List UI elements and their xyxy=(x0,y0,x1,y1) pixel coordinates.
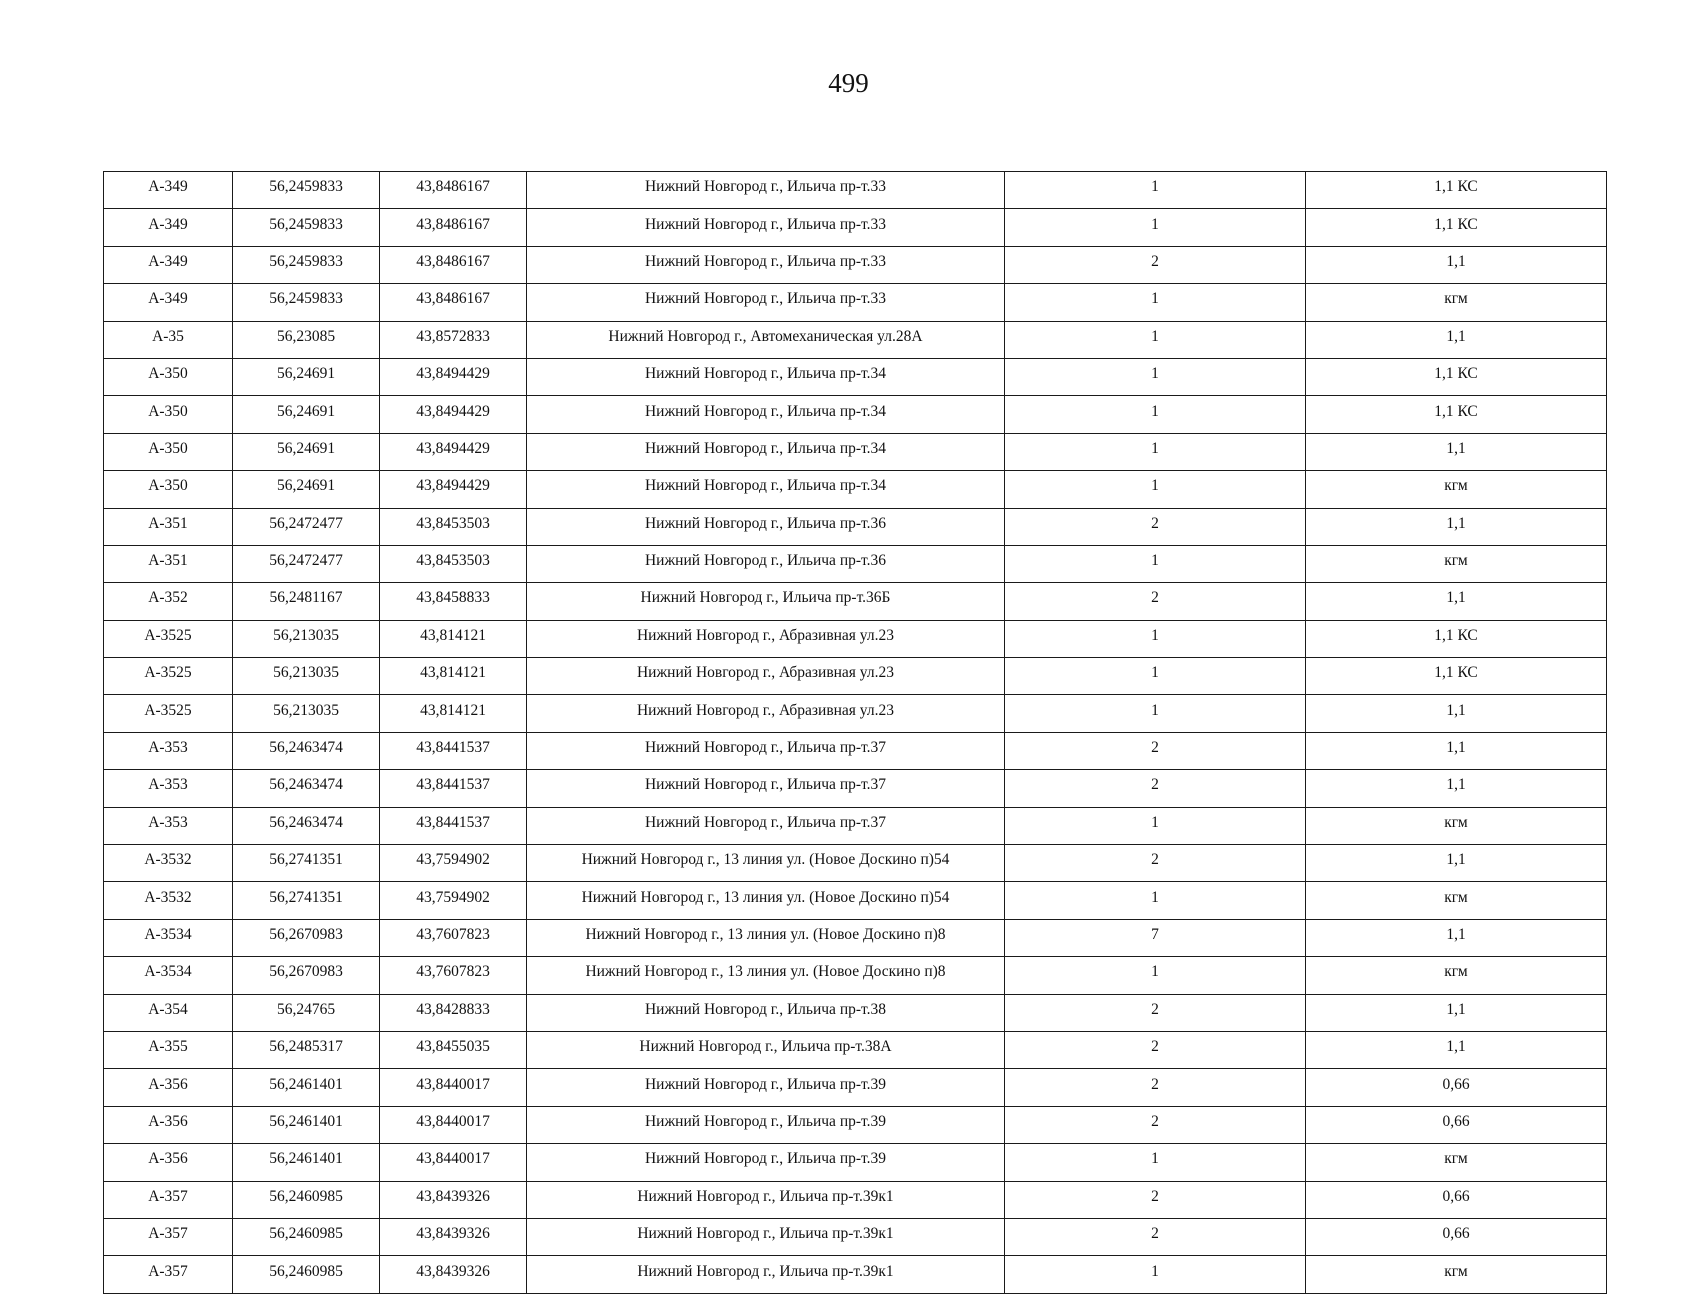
table-row xyxy=(104,508,1607,545)
table-row xyxy=(104,209,1607,246)
table-row xyxy=(104,1031,1607,1068)
cell-type: кгм xyxy=(1306,807,1607,844)
cell-type: 1,1 КС xyxy=(1306,172,1607,209)
cell-latitude: 56,24691 xyxy=(233,471,380,508)
cell-address: Нижний Новгород г., Ильича пр-т.39 xyxy=(527,1106,1005,1143)
cell-quantity: 1 xyxy=(1005,172,1306,209)
cell-quantity: 1 xyxy=(1005,882,1306,919)
cell-type: 0,66 xyxy=(1306,1181,1607,1218)
cell-latitude: 56,2741351 xyxy=(233,845,380,882)
cell-id: А-3525 xyxy=(104,620,233,657)
cell-longitude: 43,8440017 xyxy=(380,1069,527,1106)
cell-type: 1,1 КС xyxy=(1306,658,1607,695)
cell-address: Нижний Новгород г., Автомеханическая ул.28А xyxy=(527,321,1005,358)
cell-address: Нижний Новгород г., Ильича пр-т.33 xyxy=(527,172,1005,209)
cell-quantity: 2 xyxy=(1005,246,1306,283)
cell-type: кгм xyxy=(1306,957,1607,994)
table-row xyxy=(104,1218,1607,1255)
cell-latitude: 56,2472477 xyxy=(233,508,380,545)
cell-quantity: 2 xyxy=(1005,508,1306,545)
page-number: 499 xyxy=(828,68,869,98)
table-row xyxy=(104,284,1607,321)
cell-latitude: 56,2463474 xyxy=(233,770,380,807)
cell-longitude: 43,7594902 xyxy=(380,845,527,882)
table-row xyxy=(104,471,1607,508)
cell-longitude: 43,8486167 xyxy=(380,172,527,209)
cell-address: Нижний Новгород г., 13 линия ул. (Новое Доскино п)54 xyxy=(527,845,1005,882)
cell-type: 1,1 xyxy=(1306,246,1607,283)
cell-id: А-3532 xyxy=(104,882,233,919)
cell-address: Нижний Новгород г., Ильича пр-т.38А xyxy=(527,1031,1005,1068)
cell-latitude: 56,2463474 xyxy=(233,732,380,769)
cell-address: Нижний Новгород г., Ильича пр-т.37 xyxy=(527,732,1005,769)
table-row xyxy=(104,732,1607,769)
cell-address: Нижний Новгород г., Абразивная ул.23 xyxy=(527,620,1005,657)
data-table xyxy=(103,171,1607,1294)
table-row xyxy=(104,1106,1607,1143)
cell-address: Нижний Новгород г., Абразивная ул.23 xyxy=(527,658,1005,695)
cell-quantity: 1 xyxy=(1005,284,1306,321)
cell-longitude: 43,8494429 xyxy=(380,358,527,395)
table-row xyxy=(104,994,1607,1031)
cell-longitude: 43,8453503 xyxy=(380,545,527,582)
cell-longitude: 43,8486167 xyxy=(380,284,527,321)
cell-address: Нижний Новгород г., Ильича пр-т.39к1 xyxy=(527,1181,1005,1218)
cell-longitude: 43,8441537 xyxy=(380,770,527,807)
cell-type: 1,1 xyxy=(1306,845,1607,882)
cell-latitude: 56,2460985 xyxy=(233,1256,380,1293)
cell-id: А-35 xyxy=(104,321,233,358)
cell-latitude: 56,213035 xyxy=(233,658,380,695)
table-row xyxy=(104,957,1607,994)
cell-id: А-3534 xyxy=(104,919,233,956)
cell-quantity: 7 xyxy=(1005,919,1306,956)
cell-longitude: 43,7594902 xyxy=(380,882,527,919)
cell-longitude: 43,8486167 xyxy=(380,246,527,283)
cell-longitude: 43,8441537 xyxy=(380,732,527,769)
cell-type: кгм xyxy=(1306,1256,1607,1293)
table-row xyxy=(104,321,1607,358)
cell-address: Нижний Новгород г., Ильича пр-т.39 xyxy=(527,1144,1005,1181)
cell-type: 1,1 xyxy=(1306,695,1607,732)
table-row xyxy=(104,1069,1607,1106)
cell-quantity: 1 xyxy=(1005,209,1306,246)
cell-address: Нижний Новгород г., Ильича пр-т.38 xyxy=(527,994,1005,1031)
cell-latitude: 56,2741351 xyxy=(233,882,380,919)
cell-latitude: 56,23085 xyxy=(233,321,380,358)
table-row xyxy=(104,172,1607,209)
cell-longitude: 43,8494429 xyxy=(380,433,527,470)
cell-longitude: 43,8428833 xyxy=(380,994,527,1031)
cell-id: А-351 xyxy=(104,508,233,545)
cell-quantity: 1 xyxy=(1005,396,1306,433)
cell-address: Нижний Новгород г., Ильича пр-т.33 xyxy=(527,246,1005,283)
cell-quantity: 1 xyxy=(1005,433,1306,470)
cell-address: Нижний Новгород г., Ильича пр-т.34 xyxy=(527,433,1005,470)
cell-longitude: 43,814121 xyxy=(380,695,527,732)
table-row xyxy=(104,583,1607,620)
cell-id: А-356 xyxy=(104,1144,233,1181)
cell-longitude: 43,7607823 xyxy=(380,957,527,994)
cell-id: А-356 xyxy=(104,1069,233,1106)
cell-latitude: 56,2461401 xyxy=(233,1106,380,1143)
cell-address: Нижний Новгород г., Ильича пр-т.36 xyxy=(527,545,1005,582)
cell-id: А-353 xyxy=(104,732,233,769)
cell-type: 1,1 xyxy=(1306,919,1607,956)
cell-quantity: 2 xyxy=(1005,994,1306,1031)
cell-id: А-349 xyxy=(104,172,233,209)
cell-type: 1,1 КС xyxy=(1306,620,1607,657)
cell-type: кгм xyxy=(1306,471,1607,508)
cell-id: А-357 xyxy=(104,1218,233,1255)
cell-quantity: 1 xyxy=(1005,658,1306,695)
cell-quantity: 2 xyxy=(1005,1181,1306,1218)
cell-type: 0,66 xyxy=(1306,1106,1607,1143)
cell-quantity: 2 xyxy=(1005,1218,1306,1255)
cell-id: А-349 xyxy=(104,284,233,321)
cell-address: Нижний Новгород г., Ильича пр-т.39 xyxy=(527,1069,1005,1106)
cell-longitude: 43,814121 xyxy=(380,658,527,695)
cell-address: Нижний Новгород г., Ильича пр-т.39к1 xyxy=(527,1218,1005,1255)
cell-longitude: 43,8439326 xyxy=(380,1218,527,1255)
cell-id: А-349 xyxy=(104,246,233,283)
cell-address: Нижний Новгород г., 13 линия ул. (Новое Доскино п)54 xyxy=(527,882,1005,919)
cell-longitude: 43,8440017 xyxy=(380,1106,527,1143)
cell-latitude: 56,24691 xyxy=(233,433,380,470)
cell-id: А-3525 xyxy=(104,658,233,695)
cell-quantity: 1 xyxy=(1005,957,1306,994)
cell-type: 1,1 xyxy=(1306,994,1607,1031)
cell-type: 1,1 xyxy=(1306,770,1607,807)
table-row xyxy=(104,545,1607,582)
cell-id: А-352 xyxy=(104,583,233,620)
cell-longitude: 43,814121 xyxy=(380,620,527,657)
cell-address: Нижний Новгород г., Абразивная ул.23 xyxy=(527,695,1005,732)
table-row xyxy=(104,1256,1607,1293)
cell-latitude: 56,2459833 xyxy=(233,209,380,246)
cell-address: Нижний Новгород г., 13 линия ул. (Новое Доскино п)8 xyxy=(527,919,1005,956)
table-row xyxy=(104,246,1607,283)
cell-id: А-350 xyxy=(104,396,233,433)
cell-quantity: 2 xyxy=(1005,583,1306,620)
cell-longitude: 43,8494429 xyxy=(380,471,527,508)
cell-address: Нижний Новгород г., Ильича пр-т.34 xyxy=(527,471,1005,508)
cell-id: А-357 xyxy=(104,1181,233,1218)
cell-address: Нижний Новгород г., Ильича пр-т.36 xyxy=(527,508,1005,545)
cell-type: 0,66 xyxy=(1306,1069,1607,1106)
cell-address: Нижний Новгород г., Ильича пр-т.33 xyxy=(527,284,1005,321)
cell-latitude: 56,2459833 xyxy=(233,284,380,321)
cell-latitude: 56,2481167 xyxy=(233,583,380,620)
cell-type: 1,1 КС xyxy=(1306,396,1607,433)
cell-id: А-355 xyxy=(104,1031,233,1068)
cell-type: 1,1 КС xyxy=(1306,209,1607,246)
cell-type: 0,66 xyxy=(1306,1218,1607,1255)
cell-type: кгм xyxy=(1306,284,1607,321)
cell-quantity: 1 xyxy=(1005,1144,1306,1181)
cell-address: Нижний Новгород г., Ильича пр-т.37 xyxy=(527,770,1005,807)
table-body xyxy=(104,172,1607,1294)
cell-type: 1,1 xyxy=(1306,508,1607,545)
cell-longitude: 43,8440017 xyxy=(380,1144,527,1181)
cell-latitude: 56,24765 xyxy=(233,994,380,1031)
table-row xyxy=(104,807,1607,844)
table-row xyxy=(104,620,1607,657)
cell-latitude: 56,2472477 xyxy=(233,545,380,582)
cell-id: А-3534 xyxy=(104,957,233,994)
cell-address: Нижний Новгород г., Ильича пр-т.34 xyxy=(527,358,1005,395)
cell-id: А-349 xyxy=(104,209,233,246)
cell-type: 1,1 КС xyxy=(1306,358,1607,395)
cell-quantity: 1 xyxy=(1005,695,1306,732)
cell-latitude: 56,2461401 xyxy=(233,1069,380,1106)
cell-quantity: 1 xyxy=(1005,1256,1306,1293)
cell-quantity: 1 xyxy=(1005,471,1306,508)
cell-quantity: 1 xyxy=(1005,321,1306,358)
cell-id: А-3525 xyxy=(104,695,233,732)
cell-latitude: 56,2460985 xyxy=(233,1181,380,1218)
cell-quantity: 1 xyxy=(1005,807,1306,844)
cell-latitude: 56,2460985 xyxy=(233,1218,380,1255)
cell-longitude: 43,8486167 xyxy=(380,209,527,246)
cell-quantity: 2 xyxy=(1005,770,1306,807)
cell-id: А-357 xyxy=(104,1256,233,1293)
cell-address: Нижний Новгород г., 13 линия ул. (Новое Доскино п)8 xyxy=(527,957,1005,994)
cell-id: А-353 xyxy=(104,770,233,807)
cell-type: 1,1 xyxy=(1306,433,1607,470)
cell-address: Нижний Новгород г., Ильича пр-т.37 xyxy=(527,807,1005,844)
cell-longitude: 43,8439326 xyxy=(380,1181,527,1218)
cell-type: 1,1 xyxy=(1306,732,1607,769)
cell-type: кгм xyxy=(1306,545,1607,582)
cell-quantity: 1 xyxy=(1005,620,1306,657)
cell-longitude: 43,7607823 xyxy=(380,919,527,956)
cell-longitude: 43,8441537 xyxy=(380,807,527,844)
cell-longitude: 43,8439326 xyxy=(380,1256,527,1293)
cell-type: 1,1 xyxy=(1306,1031,1607,1068)
cell-type: 1,1 xyxy=(1306,321,1607,358)
cell-latitude: 56,2459833 xyxy=(233,246,380,283)
cell-latitude: 56,24691 xyxy=(233,396,380,433)
cell-latitude: 56,213035 xyxy=(233,620,380,657)
table-row xyxy=(104,845,1607,882)
cell-quantity: 2 xyxy=(1005,1069,1306,1106)
table-row xyxy=(104,358,1607,395)
cell-id: А-350 xyxy=(104,471,233,508)
cell-latitude: 56,2485317 xyxy=(233,1031,380,1068)
cell-quantity: 2 xyxy=(1005,845,1306,882)
cell-type: 1,1 xyxy=(1306,583,1607,620)
table-row xyxy=(104,396,1607,433)
cell-latitude: 56,2459833 xyxy=(233,172,380,209)
cell-longitude: 43,8453503 xyxy=(380,508,527,545)
cell-quantity: 1 xyxy=(1005,545,1306,582)
cell-longitude: 43,8458833 xyxy=(380,583,527,620)
cell-latitude: 56,24691 xyxy=(233,358,380,395)
table-row xyxy=(104,433,1607,470)
cell-latitude: 56,2670983 xyxy=(233,957,380,994)
table-row xyxy=(104,882,1607,919)
table-row xyxy=(104,695,1607,732)
cell-type: кгм xyxy=(1306,1144,1607,1181)
cell-latitude: 56,2670983 xyxy=(233,919,380,956)
cell-longitude: 43,8494429 xyxy=(380,396,527,433)
table-row xyxy=(104,919,1607,956)
cell-quantity: 2 xyxy=(1005,732,1306,769)
cell-quantity: 1 xyxy=(1005,358,1306,395)
cell-type: кгм xyxy=(1306,882,1607,919)
cell-address: Нижний Новгород г., Ильича пр-т.33 xyxy=(527,209,1005,246)
cell-id: А-354 xyxy=(104,994,233,1031)
cell-id: А-351 xyxy=(104,545,233,582)
table-row xyxy=(104,658,1607,695)
cell-id: А-356 xyxy=(104,1106,233,1143)
table-row xyxy=(104,770,1607,807)
cell-quantity: 2 xyxy=(1005,1106,1306,1143)
cell-id: А-350 xyxy=(104,433,233,470)
cell-address: Нижний Новгород г., Ильича пр-т.39к1 xyxy=(527,1256,1005,1293)
cell-longitude: 43,8572833 xyxy=(380,321,527,358)
cell-latitude: 56,2463474 xyxy=(233,807,380,844)
cell-latitude: 56,213035 xyxy=(233,695,380,732)
cell-longitude: 43,8455035 xyxy=(380,1031,527,1068)
cell-quantity: 2 xyxy=(1005,1031,1306,1068)
cell-id: А-3532 xyxy=(104,845,233,882)
cell-id: А-350 xyxy=(104,358,233,395)
cell-id: А-353 xyxy=(104,807,233,844)
cell-address: Нижний Новгород г., Ильича пр-т.36Б xyxy=(527,583,1005,620)
cell-address: Нижний Новгород г., Ильича пр-т.34 xyxy=(527,396,1005,433)
table-row xyxy=(104,1144,1607,1181)
cell-latitude: 56,2461401 xyxy=(233,1144,380,1181)
